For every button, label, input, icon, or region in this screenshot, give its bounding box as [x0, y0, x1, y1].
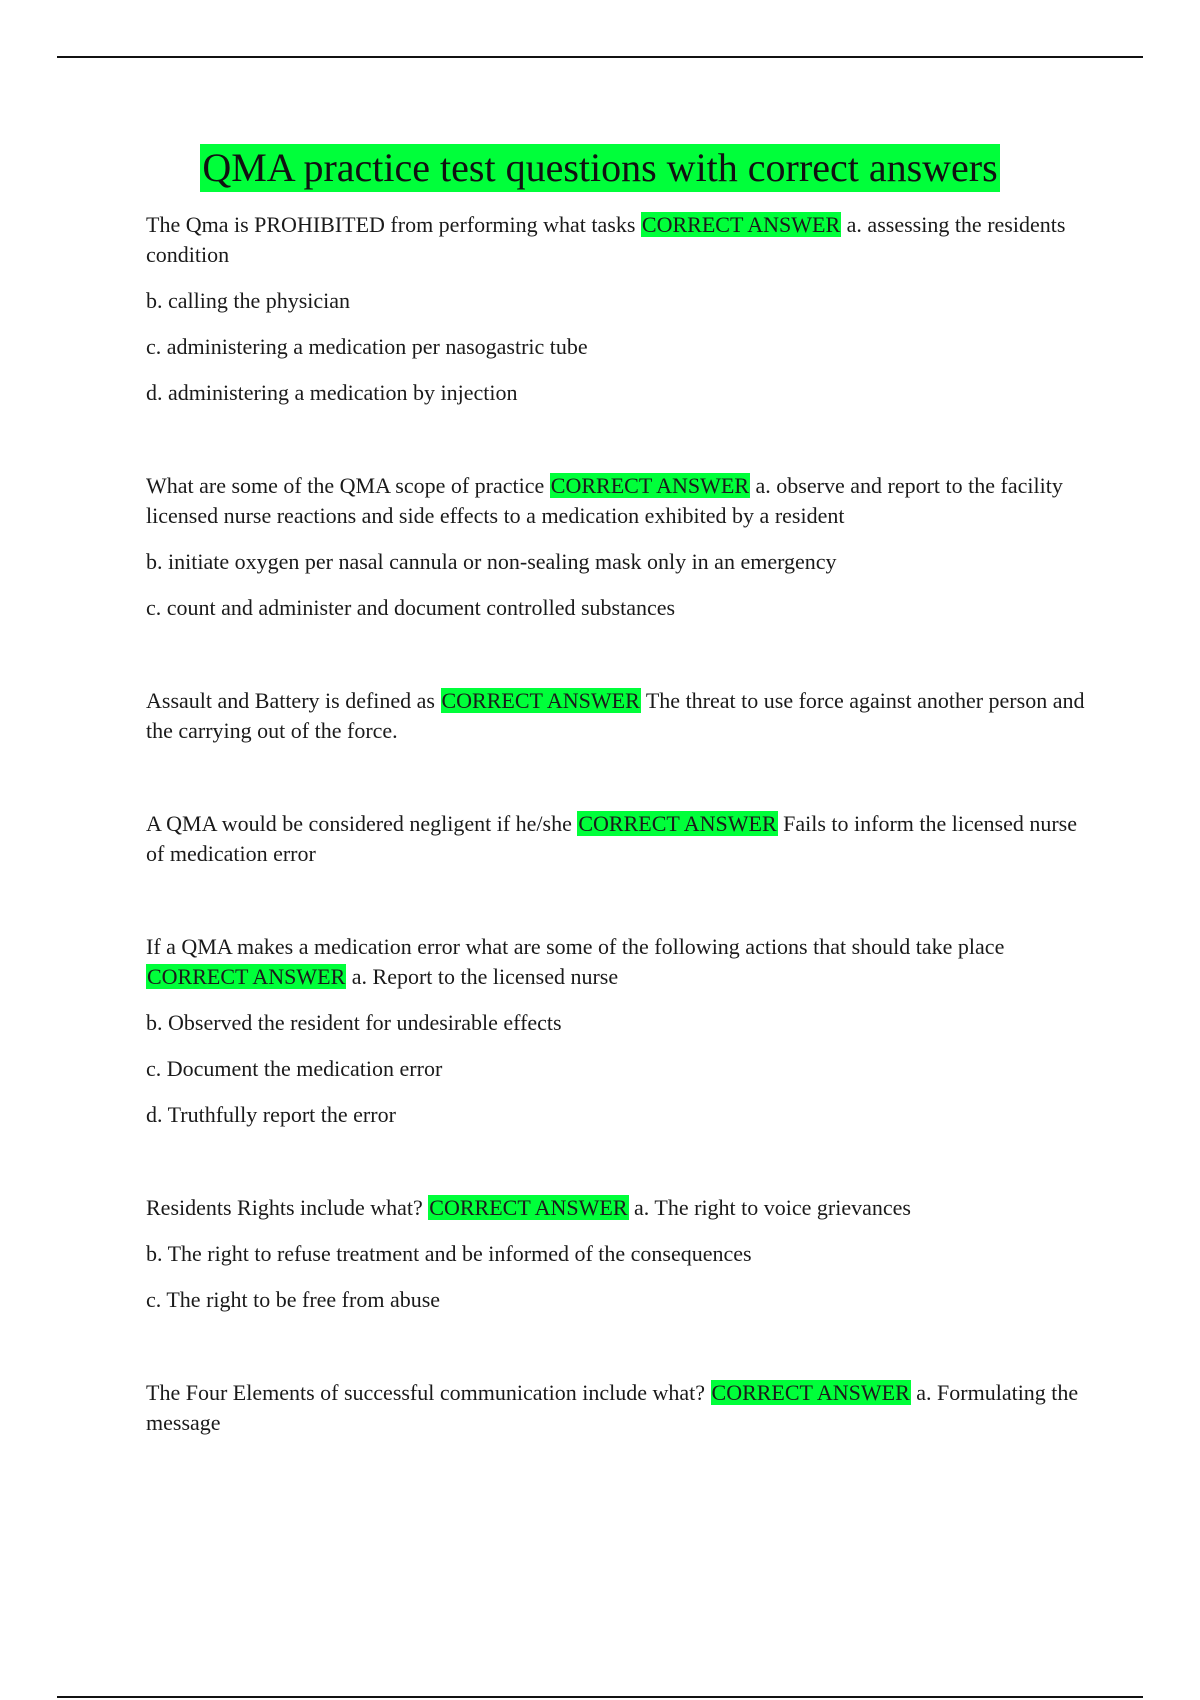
- correct-answer-tag: CORRECT ANSWER: [147, 964, 346, 989]
- question-line: [146, 1378, 1091, 1438]
- title-container: [0, 144, 1200, 192]
- qa-item-6: [146, 1193, 1091, 1315]
- qa-item-7: [146, 1378, 1091, 1438]
- option-line: c. The right to be free from abuse: [146, 1287, 441, 1312]
- correct-answer-tag: CORRECT ANSWER: [711, 1380, 910, 1405]
- question-line: [146, 932, 1091, 992]
- correct-answer-tag: CORRECT ANSWER: [578, 811, 777, 836]
- option-line: b. initiate oxygen per nasal cannula or non-sealing mask only in an emergency: [146, 549, 837, 574]
- answer-text: Fails to inform the licensed nurse of medication error: [146, 811, 1078, 866]
- question-text: Residents Rights include what?: [146, 1195, 423, 1220]
- correct-answer-tag: CORRECT ANSWER: [641, 212, 841, 237]
- answer-text: a. observe and report to the facility licensed nurse reactions and side effects to a medication exhibited by a resident: [146, 473, 1063, 528]
- question-text: If a QMA makes a medication error what are some of the following actions that should take place: [146, 934, 1005, 959]
- bottom-rule: [57, 1696, 1143, 1698]
- qa-item-2: [146, 471, 1091, 623]
- question-line: [146, 809, 1091, 869]
- option-line: c. Document the medication error: [146, 1056, 443, 1081]
- correct-answer-tag: CORRECT ANSWER: [441, 688, 640, 713]
- question-line: [146, 686, 1091, 746]
- option-line: c. count and administer and document controlled substances: [146, 595, 676, 620]
- question-line: [146, 471, 1091, 531]
- option-line: d. Truthfully report the error: [146, 1102, 396, 1127]
- question-text: Assault and Battery is defined as: [146, 688, 435, 713]
- document-title: QMA practice test questions with correct answers: [202, 145, 998, 190]
- question-line: [146, 1193, 1091, 1223]
- question-text: What are some of the QMA scope of practice: [146, 473, 545, 498]
- correct-answer-tag: CORRECT ANSWER: [550, 473, 750, 498]
- qa-item-4: [146, 809, 1091, 869]
- option-line: d. administering a medication by injection: [146, 380, 518, 405]
- option-line: b. Observed the resident for undesirable effects: [146, 1010, 562, 1035]
- top-rule: [57, 56, 1143, 58]
- answer-text: a. Report to the licensed nurse: [351, 964, 619, 989]
- question-text: The Four Elements of successful communication include what?: [146, 1380, 706, 1405]
- document-body: [146, 210, 1091, 1438]
- qa-item-5: [146, 932, 1091, 1130]
- option-line: c. administering a medication per nasogastric tube: [146, 334, 588, 359]
- qa-item-1: [146, 210, 1091, 408]
- question-line: [146, 210, 1091, 270]
- question-text: A QMA would be considered negligent if he/she: [146, 811, 572, 836]
- option-line: b. calling the physician: [146, 288, 351, 313]
- qa-item-3: [146, 686, 1091, 746]
- question-text: The Qma is PROHIBITED from performing what tasks: [146, 212, 636, 237]
- answer-text: a. The right to voice grievances: [634, 1195, 911, 1220]
- option-line: b. The right to refuse treatment and be informed of the consequences: [146, 1241, 752, 1266]
- correct-answer-tag: CORRECT ANSWER: [429, 1195, 628, 1220]
- answer-text: a. assessing the residents condition: [146, 212, 1066, 267]
- answer-text: a. Formulating the message: [146, 1380, 1079, 1435]
- answer-text: The threat to use force against another person and the carrying out of the force.: [146, 688, 1085, 743]
